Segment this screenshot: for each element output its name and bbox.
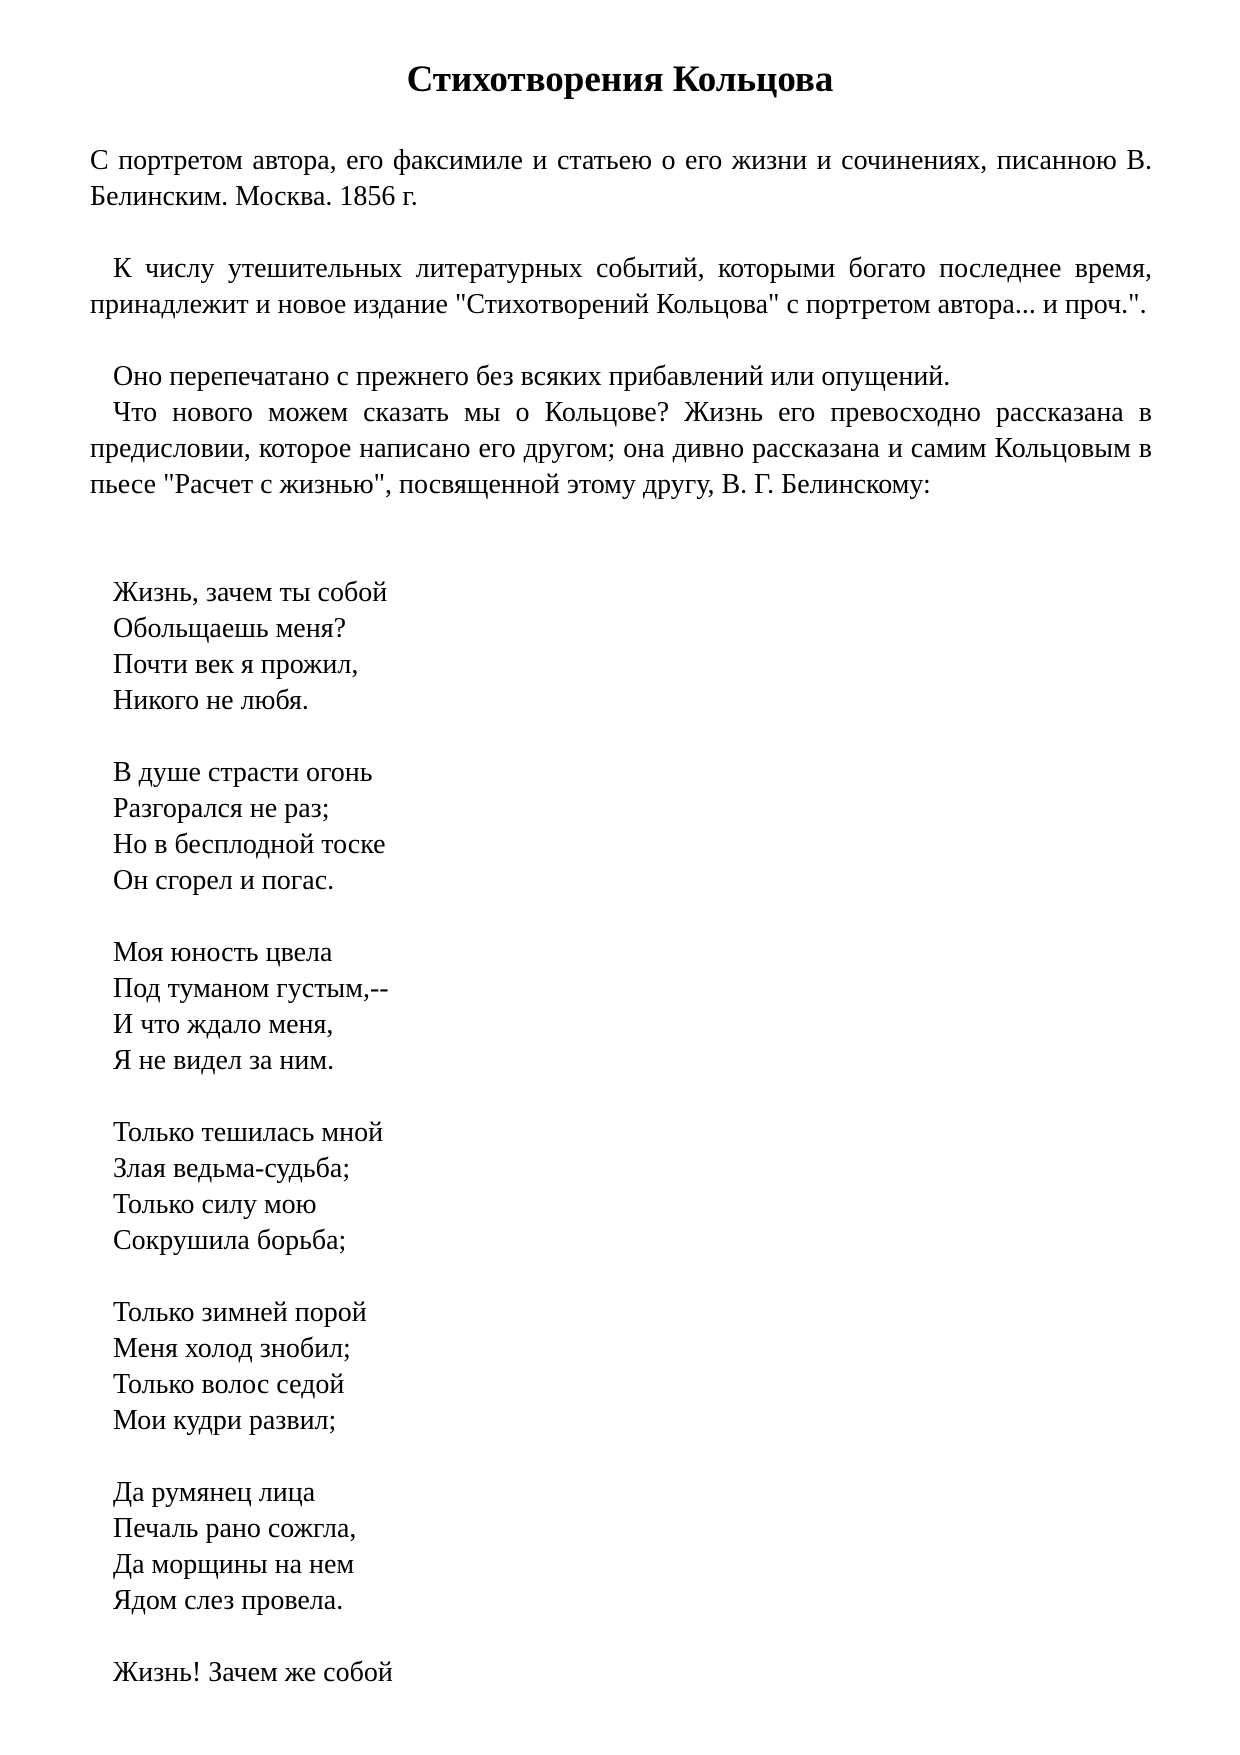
- poem-stanza-4: [113, 1115, 393, 1259]
- poem-line: Только волос седой: [113, 1369, 345, 1400]
- paragraph-3: Что нового можем сказать мы о Кольцове? Жизнь его превосходно рассказана в предисловии, которое написано его другом; она дивно рассказана и самим Кольцовым в пьесе "Расчет с жизнью", посвященной этому другу, В. Г. Белинскому:: [90, 397, 1152, 500]
- poem-line: Сокрушила борьба;: [113, 1225, 347, 1256]
- poem-line: Моя юность цвела: [113, 937, 333, 968]
- poem-line: Почти век я прожил,: [113, 649, 359, 680]
- poem-line: Под туманом густым,--: [113, 973, 389, 1004]
- poem-line: Да морщины на нем: [113, 1549, 355, 1580]
- poem-stanza-3: [113, 935, 393, 1079]
- poem-line: Он сгорел и погас.: [113, 865, 335, 896]
- poem-line: Жизнь! Зачем же собой: [113, 1657, 393, 1688]
- poem-line: Жизнь, зачем ты собой: [113, 577, 388, 608]
- poem-line: Никого не любя.: [113, 685, 309, 716]
- poem-stanza-6: [113, 1475, 393, 1619]
- poem-stanza-7: [113, 1655, 393, 1691]
- poem-line: Печаль рано сожгла,: [113, 1513, 357, 1544]
- poem-line: Мои кудри развил;: [113, 1405, 337, 1436]
- paragraph-2: Оно перепечатано с прежнего без всяких прибавлений или опущений.: [113, 361, 951, 392]
- poem-line: И что ждало меня,: [113, 1009, 334, 1040]
- book-subtitle: С портретом автора, его факсимиле и статьею о его жизни и сочинениях, писанною В. Белинским. Москва. 1856 г.: [90, 145, 1152, 212]
- poem-line: Я не видел за ним.: [113, 1045, 335, 1076]
- poem-line: Но в бесплодной тоске: [113, 829, 386, 860]
- poem-line: В душе страсти огонь: [113, 757, 373, 788]
- poem-line: Злая ведьма-судьба;: [113, 1153, 351, 1184]
- poem-stanza-5: [113, 1295, 393, 1439]
- poem-line: Ядом слез провела.: [113, 1585, 344, 1616]
- poem: [113, 575, 393, 1727]
- poem-line: Да румянец лица: [113, 1477, 316, 1508]
- poem-line: Только силу мою: [113, 1189, 317, 1220]
- poem-line: Обольщаешь меня?: [113, 613, 347, 644]
- paragraph-1: К числу утешительных литературных событий, которыми богато последнее время, принадлежит и новое издание "Стихотворений Кольцова" с портретом автора... и проч.".: [90, 253, 1152, 320]
- poem-line: Только зимней порой: [113, 1297, 367, 1328]
- poem-line: Меня холод знобил;: [113, 1333, 351, 1364]
- poem-line: Только тешилась мной: [113, 1117, 384, 1148]
- poem-line: Разгорался не раз;: [113, 793, 330, 824]
- page-title: Стихотворения Кольцова: [406, 59, 834, 100]
- poem-stanza-1: [113, 575, 393, 719]
- poem-stanza-2: [113, 755, 393, 899]
